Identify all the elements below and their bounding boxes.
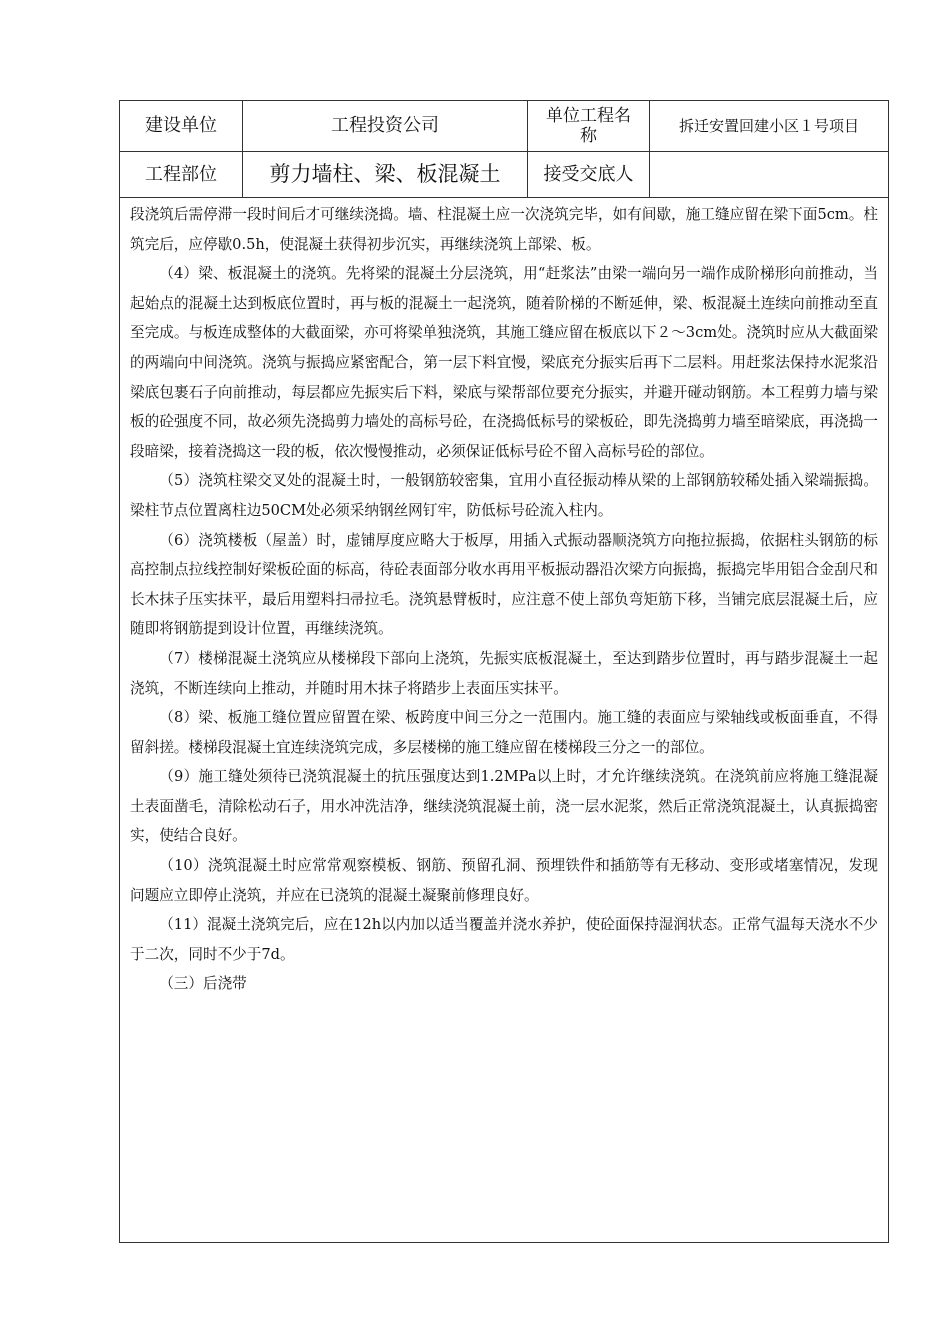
disclosure-form: [119, 100, 889, 1243]
project-name-value: 拆迁安置回建小区１号项目: [678, 117, 859, 135]
paragraph-11: （11）混凝土浇筑完后，应在12h以内加以适当覆盖并浇水养护，使砼面保持湿润状态。正常气温每天浇水不少于二次，同时不少于7d。: [130, 916, 878, 963]
document-body: [120, 198, 888, 999]
paragraph-5: （5）浇筑柱梁交叉处的混凝土时，一般钢筋较密集，宜用小直径振动棒从梁的上部钢筋较稀处插入梁端振捣。梁柱节点位置离柱边50CM处必须采纳钢丝网钉牢，防低标号砼流入柱内。: [130, 472, 878, 519]
paragraph-10: （10）浇筑混凝土时应常常观察模板、钢筋、预留孔洞、预埋铁件和插筋等有无移动、变形或堵塞情况，发现问题应立即停止浇筑，并应在已浇筑的混凝土凝聚前修理良好。: [130, 857, 878, 904]
project-part-value: 剪力墙柱、梁、板混凝土: [243, 152, 528, 197]
section-heading-post-pour-strip: （三）后浇带: [159, 975, 247, 993]
paragraph-continued: 段浇筑后需停滞一段时间后才可继续浇捣。墙、柱混凝土应一次浇筑完毕，如有间歇，施工缝应留在梁下面5cm。柱筑完后，应停歇0.5h，使混凝土获得初步沉实，再继续浇筑上部梁、板。: [130, 206, 878, 253]
project-name-label: 单位工程名称: [528, 101, 650, 151]
paragraph-9: （9）施工缝处须待已浇筑混凝土的抗压强度达到1.2MPa以上时，才允许继续浇筑。在浇筑前应将施工缝混凝土表面凿毛，清除松动石子，用水冲洗洁净，继续浇筑混凝土前，浇一层水泥浆，然后正常浇筑混凝土，认真振捣密实，使结合良好。: [130, 768, 878, 845]
paragraph-6: （6）浇筑楼板（屋盖）时，虚铺厚度应略大于板厚，用插入式振动器顺浇筑方向拖拉振捣，依据柱头钢筋的标高控制点拉线控制好梁板砼面的标高，待砼表面部分收水再用平板振动器沿次梁方向振捣，振捣完毕用铝合金刮尺和长木抹子压实抹平，最后用塑料扫帚拉毛。浇筑悬臂板时，应注意不使上部负弯矩筋下移，当铺完底层混凝土后，应随即将钢筋提到设计位置，再继续浇筑。: [130, 531, 878, 638]
construction-unit-label: 建设单位: [120, 101, 243, 151]
paragraph-7: （7）楼梯混凝土浇筑应从楼梯段下部向上浇筑，先振实底板混凝土，至达到踏步位置时，再与踏步混凝土一起浇筑，不断连续向上推动，并随时用木抹子将踏步上表面压实抹平。: [130, 649, 878, 697]
paragraph-4: （4）梁、板混凝土的浇筑。先将梁的混凝土分层浇筑，用“赶浆法”由梁一端向另一端作成阶梯形向前推动，当起始点的混凝土达到板底位置时，再与板的混凝土一起浇筑，随着阶梯的不断延伸，梁、板混凝土连续向前推动至直至完成。与板连成整体的大截面梁，亦可将梁单独浇筑，其施工缝应留在板底以下２～3cm处。浇筑时应从大截面梁的两端向中间浇筑。浇筑与振捣应紧密配合，第一层下料宜慢，梁底充分振实后再下二层料。用赶浆法保持水泥浆沿梁底包裹石子向前推动，每层都应先振实后下料，梁底与梁帮部位要充分振实，并避开碰动钢筋。本工程剪力墙与梁板的砼强度不同，故必须先浇捣剪力墙处的高标号砼，在浇捣低标号的梁板砼，即先浇捣剪力墙至暗梁底，再浇捣一段暗梁，接着浇捣这一段的板，依次慢慢推动，必须保证低标号砼不留入高标号砼的部位。: [130, 265, 878, 460]
paragraph-8: （8）梁、板施工缝位置应留置在梁、板跨度中间三分之一范围内。施工缝的表面应与梁轴线或板面垂直，不得留斜搓。楼梯段混凝土宜连续浇筑完成，多层楼梯的施工缝应留在楼梯段三分之一的部位。: [130, 709, 878, 756]
header-row-2: [120, 152, 888, 198]
project-part-label: 工程部位: [120, 152, 243, 197]
header-row-1: [120, 101, 888, 152]
construction-unit-value: 工程投资公司: [243, 101, 528, 151]
receiver-value: [650, 152, 888, 197]
receiver-label: 接受交底人: [528, 152, 650, 197]
